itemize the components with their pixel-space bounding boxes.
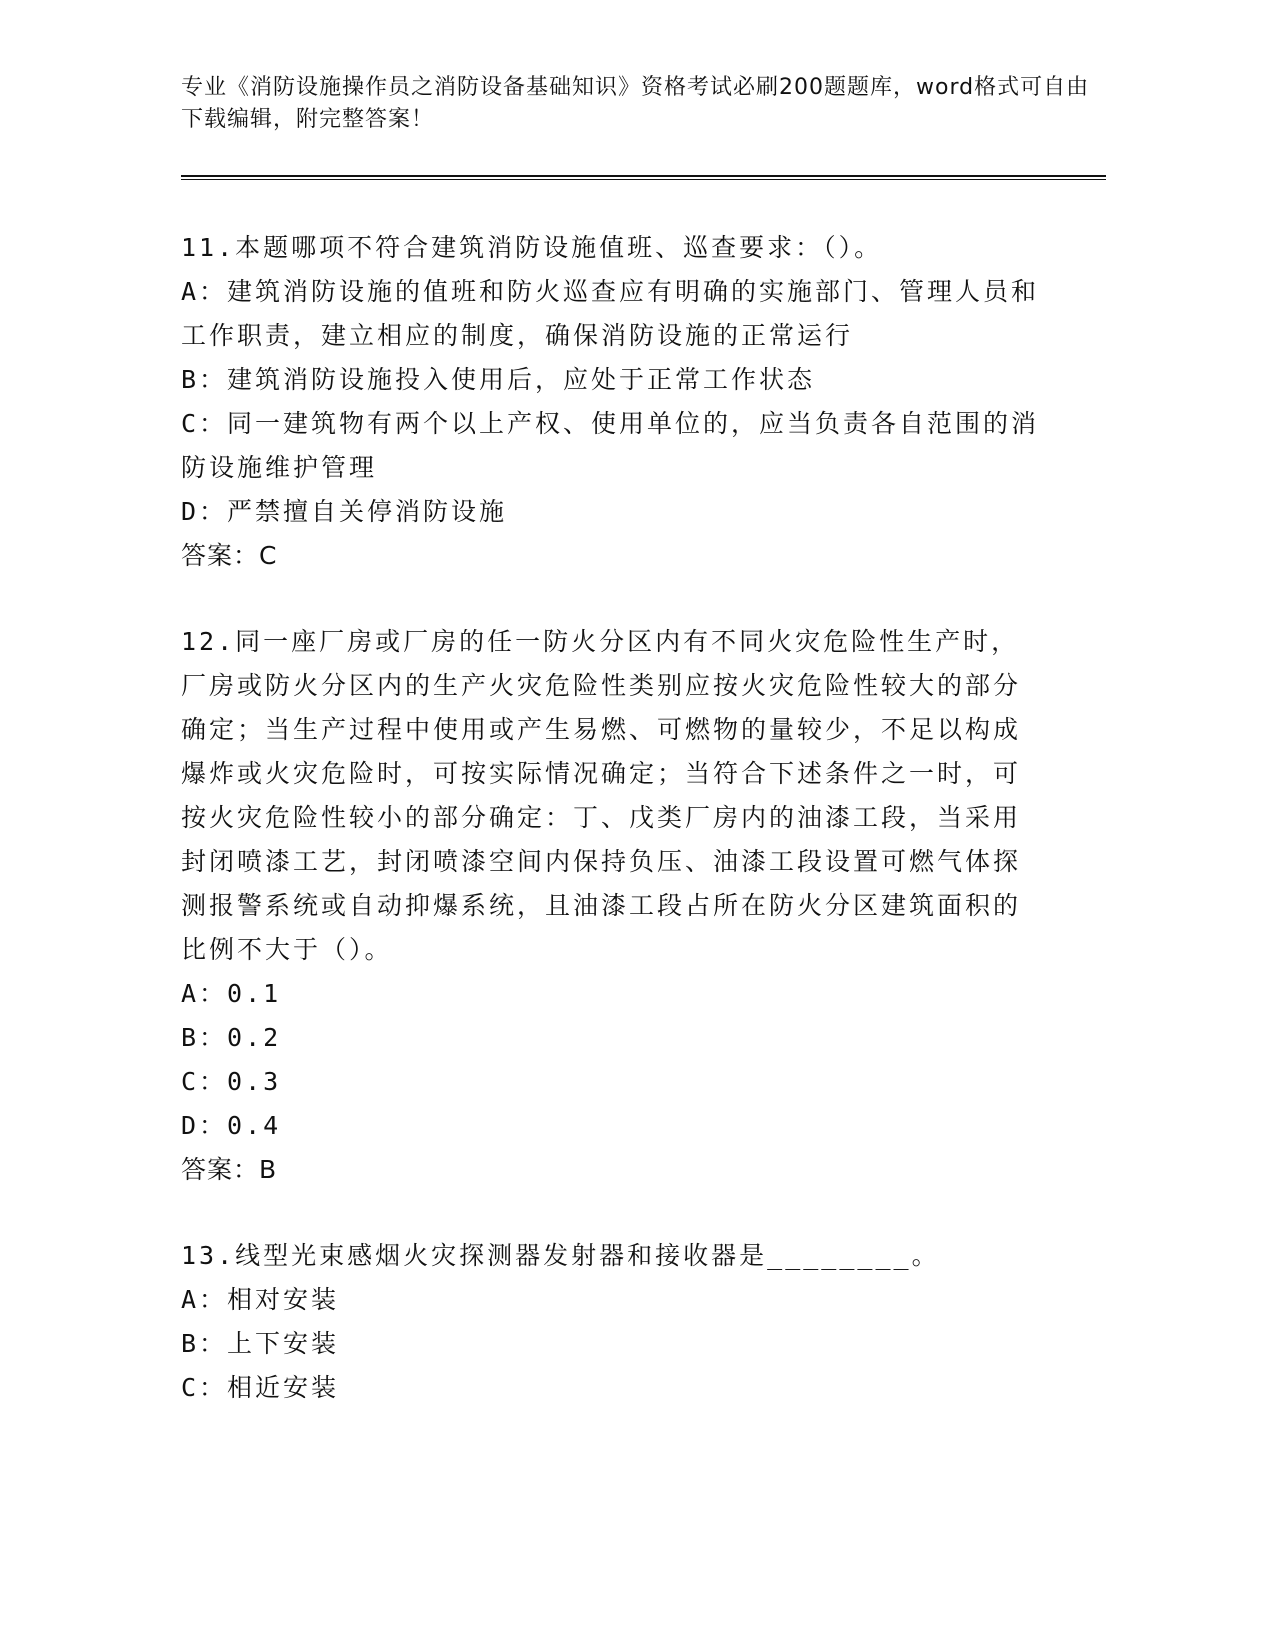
answer-line: 答案：B [181, 1155, 278, 1184]
option-b: B：建筑消防设施投入使用后，应处于正常工作状态 [181, 365, 816, 394]
question-stem: 13.线型光束感烟火灾探测器发射器和接收器是________。 [181, 1241, 940, 1270]
option-a: A：相对安装 [181, 1285, 340, 1314]
header-divider [181, 175, 1106, 180]
option-c: C：0.3 [181, 1067, 282, 1096]
question-13 [181, 1234, 1041, 1410]
option-c: C：相近安装 [181, 1373, 340, 1402]
option-d: D：0.4 [181, 1111, 282, 1140]
question-list [181, 226, 1041, 1452]
option-a: A：0.1 [181, 979, 282, 1008]
option-b: B：0.2 [181, 1023, 282, 1052]
answer-line: 答案：C [181, 541, 278, 570]
question-stem: 12.同一座厂房或厂房的任一防火分区内有不同火灾危险性生产时，厂房或防火分区内的生产火灾危险性类别应按火灾危险性较大的部分确定；当生产过程中使用或产生易燃、可燃物的量较少，不足以构成爆炸或火灾危险时，可按实际情况确定；当符合下述条件之一时，可按火灾危险性较小的部分确定：丁、戊类厂房内的油漆工段，当采用封闭喷漆工艺，封闭喷漆空间内保持负压、油漆工段设置可燃气体探测报警系统或自动抑爆系统，且油漆工段占所在防火分区建筑面积的比例不大于（）。 [181, 627, 1022, 964]
option-a: A：建筑消防设施的值班和防火巡查应有明确的实施部门、管理人员和工作职责，建立相应的制度，确保消防设施的正常运行 [181, 277, 1040, 350]
option-c: C：同一建筑物有两个以上产权、使用单位的，应当负责各自范围的消防设施维护管理 [181, 409, 1040, 482]
question-12 [181, 620, 1041, 1192]
question-11 [181, 226, 1041, 578]
question-stem: 11.本题哪项不符合建筑消防设施值班、巡查要求：（）。 [181, 233, 883, 262]
document-header-title: 专业《消防设施操作员之消防设备基础知识》资格考试必刷200题题库，word格式可自由下载编辑，附完整答案！ [181, 75, 1090, 132]
option-b: B：上下安装 [181, 1329, 340, 1358]
option-d: D：严禁擅自关停消防设施 [181, 497, 508, 526]
